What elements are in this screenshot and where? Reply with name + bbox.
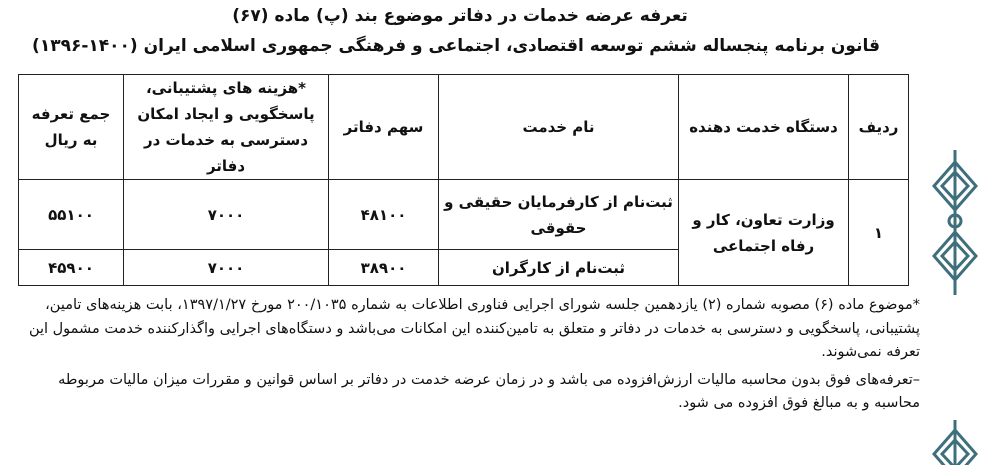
cell-row-no: ۱ <box>849 180 909 286</box>
cell-support-cost: ۷۰۰۰ <box>124 250 329 286</box>
cell-org: وزارت تعاون، کار و رفاه اجتماعی <box>679 180 849 286</box>
header-service: نام خدمت <box>439 75 679 180</box>
header-office-share: سهم دفاتر <box>329 75 439 180</box>
cell-service: ثبت‌نام از کارگران <box>439 250 679 286</box>
header-total: جمع تعرفه به ریال <box>19 75 124 180</box>
ornament-icon <box>924 150 986 295</box>
tariff-table <box>18 74 909 286</box>
footnote-support-cost: *موضوع ماده (۶) مصوبه شماره (۲) یازدهمین جلسه شورای اجرایی فناوری اطلاعات به شماره ۲۰۰/۱۰۳۵ مورخ ۱۳۹۷/۱/۲۷، بابت هزینه‌های تامین، پشتیبانی، پاسخگویی و دسترسی به خدمات در دفاتر و متعلق به تامین‌کننده این امکانات می‌باشد و دستگاه‌های اجرایی واگذارکننده خدمت مشمول این تعرفه نمی‌شوند. <box>28 297 920 360</box>
cell-service: ثبت‌نام از کارفرمایان حقیقی و حقوقی <box>439 180 679 250</box>
cell-support-cost: ۷۰۰۰ <box>124 180 329 250</box>
cell-total: ۴۵۹۰۰ <box>19 250 124 286</box>
footnotes <box>10 294 920 420</box>
header-support-cost: *هزینه های پشتیبانی، پاسخگویی و ایجاد امکان دسترسی به خدمات در دفاتر <box>124 75 329 180</box>
table-row <box>19 180 909 250</box>
page-subtitle: قانون برنامه پنجساله ششم توسعه اقتصادی، اجتماعی و فرهنگی جمهوری اسلامی ایران (۱۴۰۰-۱۳۹۶) <box>32 36 880 56</box>
cell-office-share: ۴۸۱۰۰ <box>329 180 439 250</box>
ornament-icon <box>924 420 986 465</box>
cell-total: ۵۵۱۰۰ <box>19 180 124 250</box>
page-title: تعرفه عرضه خدمات در دفاتر موضوع بند (پ) ماده (۶۷) <box>232 6 688 26</box>
cell-office-share: ۳۸۹۰۰ <box>329 250 439 286</box>
header-row-no: ردیف <box>849 75 909 180</box>
table-header-row <box>19 75 909 180</box>
footnote-vat: –تعرفه‌های فوق بدون محاسبه مالیات ارزش‌افزوده می باشد و در زمان عرضه خدمت در دفاتر بر اساس قوانین و مقررات میزان مالیات مربوطه محاسبه و به مبالغ فوق افزوده می شود. <box>58 371 920 411</box>
header-org: دستگاه خدمت دهنده <box>679 75 849 180</box>
